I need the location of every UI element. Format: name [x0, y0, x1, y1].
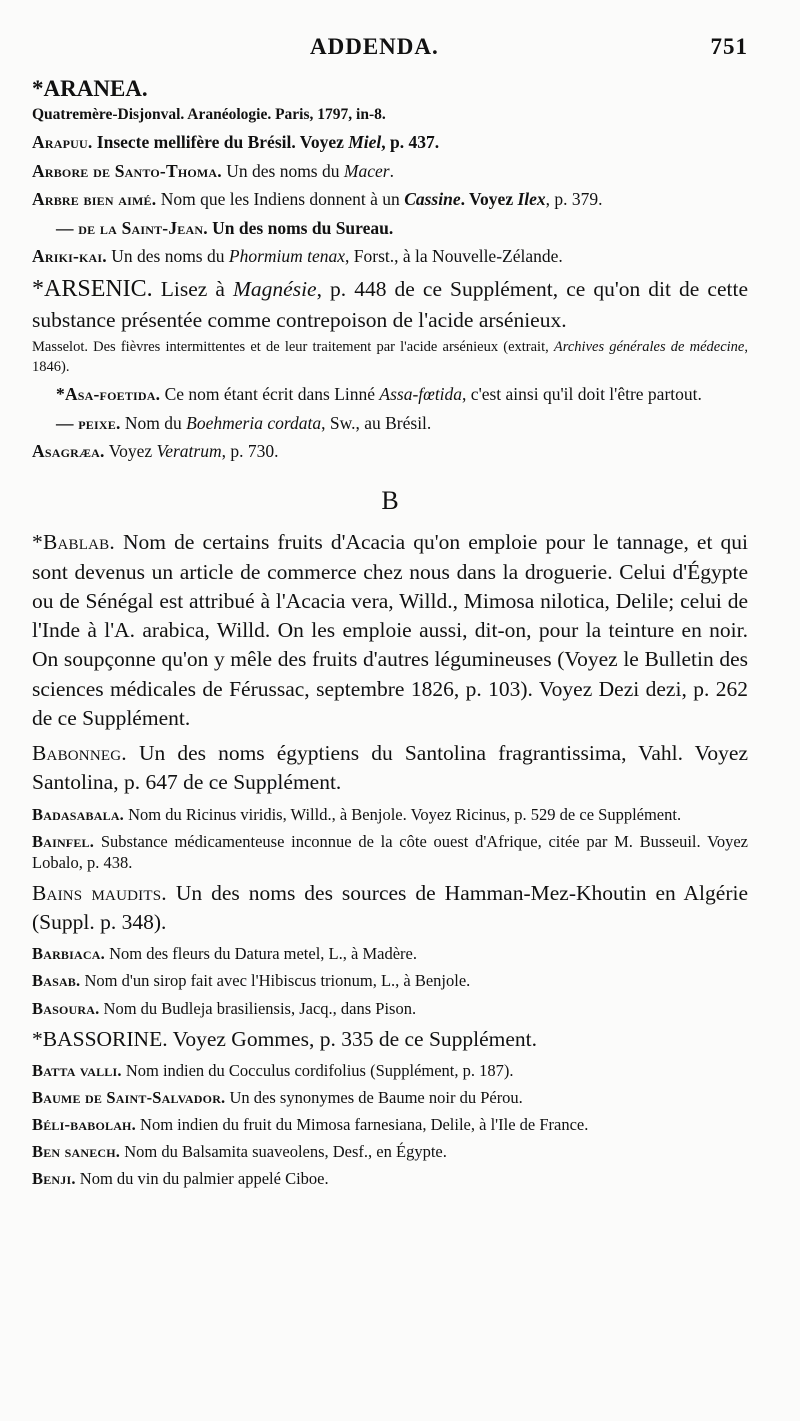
text-span: , c'est ainsi qu'il doit l'être partout. — [462, 384, 702, 405]
text-span: Nom de certains fruits d'Acacia qu'on emploie pour le tannage, et qui sont devenus un article de commerce chez nous dans la droguerie. Celui d'Égypte ou de Sénégal est attribué à l'Acacia vera, Willd., Mimosa nilotica, Delile; celui de l'Inde à l'A. arabica, Willd. On les emploie aussi, dit-on, pour la teinture en noir. On soupçonne qu'on y mêle des fruits d'autres légumineuses (Voyez le Bulletin des sciences médicales de Férussac, septembre 1826, p. 103). Voyez Dezi dezi, p. 262 de ce Supplément. — [32, 530, 749, 730]
entry-bassorine — [32, 1025, 748, 1054]
entry-bainfel — [32, 831, 748, 873]
text-span: Arbre bien aimé. — [32, 189, 157, 210]
text-span: Assa-fœtida — [379, 384, 463, 405]
text-span: Badasabala. — [32, 804, 125, 824]
text-span: *BASSORINE. — [32, 1026, 168, 1051]
text-span: Boehmeria cordata — [186, 412, 322, 433]
text-span: Veratrum — [156, 441, 222, 462]
text-span: Ben sanech. — [32, 1142, 121, 1162]
text-span: Barbiaca. — [32, 944, 105, 964]
entry-arbre-bien-aime — [32, 188, 748, 210]
entry-ben-sanech — [32, 1141, 748, 1162]
entry-peixe — [32, 412, 748, 434]
text-span: Voyez Gommes, p. 335 de ce Supplément. — [172, 1026, 538, 1051]
text-span: Ariki-kai. — [32, 245, 107, 266]
text-span: *ARANEA. — [32, 76, 148, 101]
entry-batta-valli — [32, 1060, 748, 1081]
text-span: Ce nom étant écrit dans Linné — [164, 384, 380, 405]
text-span: , p. 448 de ce Supplément, ce qu'on dit de cette substance présentée comme contrepoison de l'acide arsénieux. — [32, 277, 748, 332]
entry-arapuu — [32, 131, 748, 153]
text-span: Batta valli. — [32, 1060, 122, 1080]
text-span: Un des noms des sources de Hamman-Mez-Khoutin en Algérie (Suppl. p. 348). — [32, 880, 749, 935]
running-header — [32, 34, 748, 74]
text-span: Magnésie — [233, 277, 317, 302]
entry-aranea-reference — [32, 105, 748, 126]
entry-baume-de-saint-salvador — [32, 1087, 748, 1108]
text-span: Ilex — [517, 189, 546, 210]
entry-basab — [32, 970, 748, 991]
text-span: Nom du Balsamita suaveolens, Desf., en Égypte. — [124, 1142, 447, 1162]
entry-bains-maudits — [32, 879, 748, 937]
text-span: Voyez — [108, 441, 157, 462]
text-span: Basab. — [32, 971, 81, 991]
text-span: Nom que les Indiens donnent à un — [160, 189, 405, 210]
text-span: Bains maudits. — [32, 880, 167, 905]
text-span: Nom des fleurs du Datura metel, L., à Madère. — [109, 944, 417, 964]
text-span: Bainfel. — [32, 831, 95, 851]
text-span: Un des noms du — [111, 245, 229, 266]
text-span: Basoura. — [32, 998, 100, 1018]
text-span: Nom du Budleja brasiliensis, Jacq., dans Pison. — [103, 998, 417, 1018]
entry-benji — [32, 1168, 748, 1189]
entry-bablab — [32, 528, 748, 733]
text-span: *ARSENIC. — [32, 276, 153, 303]
text-span: Insecte mellifère du Brésil. Voyez — [96, 132, 349, 153]
text-span: Nom indien du Cocculus cordifolius (Supplément, p. 187). — [125, 1060, 514, 1080]
text-span: , p. 730. — [221, 441, 279, 462]
entry-beli-babolah — [32, 1114, 748, 1135]
entry-aranea — [32, 74, 748, 103]
section-letter-b: B — [381, 486, 399, 516]
entry-basoura — [32, 998, 748, 1019]
text-span: Nom du Ricinus viridis, Willd., à Benjole. Voyez Ricinus, p. 529 de ce Supplément. — [128, 804, 682, 824]
text-span: Un des synonymes de Baume noir du Pérou. — [229, 1088, 523, 1108]
entry-arsenic-reference — [32, 338, 748, 377]
text-span: Béli-babolah. — [32, 1115, 136, 1135]
text-span: — peixe. — [56, 412, 121, 433]
text-span: Substance médicamenteuse inconnue de la côte ouest d'Afrique, citée par M. Busseuil. Voyez Lobalo, p. 438. — [32, 831, 749, 872]
page-number: 751 — [710, 34, 748, 59]
text-span: , p. 379. — [545, 189, 603, 210]
entry-ariki-kai — [32, 245, 748, 267]
text-span: Masselot. Des fièvres intermittentes et de leur traitement par l'acide arsénieux (extrait, — [32, 339, 554, 356]
text-span: Baume de Saint-Salvador. — [32, 1088, 226, 1108]
text-span: Nom du — [124, 412, 187, 433]
text-span: Un des noms du Sureau. — [212, 217, 394, 238]
entry-asa-foetida — [32, 383, 748, 405]
text-span: — de la Saint-Jean. — [56, 217, 208, 238]
text-span: , p. 437. — [381, 132, 440, 153]
text-span: Quatremère-Disjonval. Aranéologie. Paris, 1797, in-8. — [32, 106, 386, 124]
text-span: , Sw., au Brésil. — [321, 412, 432, 433]
entry-asagraea — [32, 440, 748, 462]
text-span: , 1846). — [32, 339, 748, 375]
text-span: *Asa-foetida. — [56, 384, 161, 405]
text-span: Un des noms du — [226, 160, 344, 181]
text-span: Archives générales de médecine — [553, 339, 745, 356]
entry-babonneg — [32, 739, 748, 797]
text-span: Arapuu. — [32, 132, 93, 153]
text-span: Macer — [343, 160, 390, 181]
text-span: Phormium tenax — [228, 245, 346, 266]
text-span: *Bablab. — [32, 530, 115, 555]
text-span: Miel — [348, 132, 382, 153]
text-span: . Voyez — [460, 189, 518, 210]
entry-badasabala — [32, 804, 748, 825]
entry-barbiaca — [32, 943, 748, 964]
text-span: Nom du vin du palmier appelé Ciboe. — [79, 1169, 329, 1189]
text-span: . — [389, 160, 394, 181]
text-span: Asagræa. — [32, 441, 105, 462]
text-span: Lisez à — [160, 277, 233, 302]
text-span: Nom d'un sirop fait avec l'Hibiscus trionum, L., à Benjole. — [84, 971, 471, 991]
text-span: Un des noms égyptiens du Santolina fragrantissima, Vahl. Voyez Santolina, p. 647 de ce Supplément. — [32, 741, 748, 795]
entry-arsenic — [32, 273, 748, 335]
text-span: Cassine — [404, 189, 461, 210]
text-span: , Forst., à la Nouvelle-Zélande. — [345, 245, 563, 266]
entry-de-la-saint-jean — [32, 217, 748, 239]
running-title: ADDENDA. — [310, 34, 439, 59]
entry-arbore-de-santo-thoma — [32, 160, 748, 182]
text-span: Babonneg. — [32, 741, 127, 766]
text-span: Arbore de Santo-Thoma. — [32, 160, 222, 181]
text-span: Nom indien du fruit du Mimosa farnesiana, Delile, à l'Ile de France. — [140, 1115, 589, 1135]
text-span: Benji. — [32, 1169, 76, 1189]
